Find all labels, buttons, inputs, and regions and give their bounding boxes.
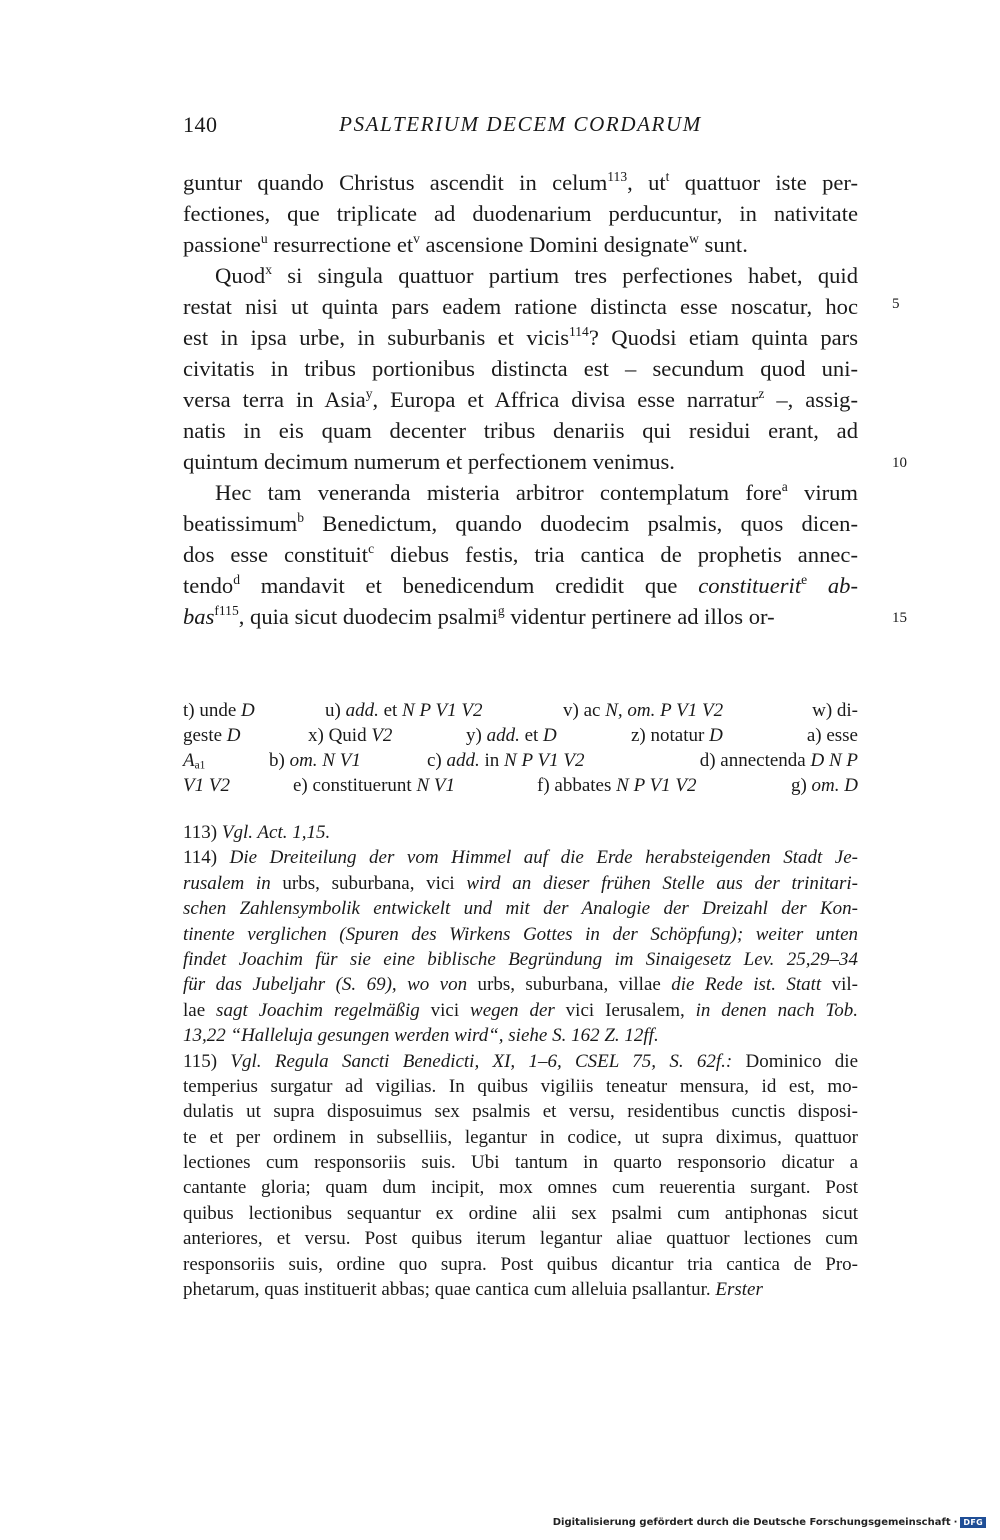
italic-text: wegen der — [470, 999, 555, 1021]
text-run: quibus lectionibus sequantur ex ordine alii sex psalmi cum antiphonas sicut — [183, 1202, 858, 1224]
footnote-line — [183, 998, 858, 1023]
italic-text: N P V1 V2 — [504, 750, 585, 771]
text-line — [183, 167, 858, 198]
text-run: tendo — [183, 573, 234, 598]
italic-text: Die Dreiteilung der vom Himmel auf die Erde herabsteigenden Stadt Je- — [229, 847, 858, 869]
note-marker: 114 — [569, 324, 589, 340]
italic-text: Erster — [715, 1279, 763, 1301]
text-run: f) abbates — [537, 775, 617, 796]
italic-text: add. — [345, 700, 379, 721]
italic-text: D — [709, 725, 723, 746]
text-run: urbs, suburbana, villae — [467, 974, 672, 996]
italic-text: rusalem in — [183, 872, 271, 894]
text-line — [183, 415, 858, 446]
text-run: et — [519, 725, 544, 746]
apparatus-entry — [466, 723, 557, 748]
footnote-line — [183, 972, 858, 997]
text-run — [807, 573, 828, 598]
apparatus-line — [183, 773, 858, 798]
text-run: 114) — [183, 847, 230, 869]
text-run: in — [479, 750, 505, 771]
text-run: natis in eis quam decenter tribus denariis qui residui erant, ad — [183, 418, 858, 443]
text-line — [183, 384, 858, 415]
text-run: est in ipsa urbe, in suburbanis et vicis — [183, 325, 570, 350]
apparatus-entry — [700, 748, 858, 773]
footnote-line — [183, 1023, 858, 1048]
apparatus-entry — [563, 698, 723, 723]
footnote-line — [183, 871, 858, 896]
text-run: dulatis ut supra disposuimus sex psalmis et versu, residentibus cunctis disposi- — [183, 1101, 858, 1123]
apparatus-entry — [183, 698, 255, 723]
text-run: vici Ierusalem, — [554, 999, 696, 1021]
text-line — [183, 291, 858, 322]
text-run: geste — [183, 725, 227, 746]
text-run: z) notatur — [631, 725, 710, 746]
note-marker: x — [265, 262, 272, 278]
text-run: civitatis in tribus portionibus distincta est – secundum quod uni- — [183, 356, 858, 381]
italic-text: N, om. P V1 V2 — [605, 700, 724, 721]
text-run: a) esse — [806, 725, 858, 746]
text-run: Dominico die — [732, 1050, 859, 1072]
text-line — [183, 229, 858, 260]
apparatus-entry — [293, 773, 455, 798]
text-run: b) — [269, 750, 290, 771]
subscript: a1 — [194, 759, 206, 772]
text-run: phetarum, quas instituerit abbas; quae cantica cum alleluia psallantur. — [183, 1279, 716, 1301]
apparatus-line — [183, 723, 858, 748]
italic-text: in denen nach Tob. — [695, 999, 858, 1021]
footnote-line — [183, 820, 858, 845]
apparatus-entry — [183, 748, 205, 773]
footnote-line — [183, 896, 858, 921]
text-run: restat nisi ut quinta pars eadem ratione distincta esse noscatur, hoc — [183, 294, 858, 319]
note-marker: b — [297, 510, 304, 526]
italic-text: constituerit — [698, 573, 802, 598]
digitization-credit — [553, 1514, 986, 1530]
footnotes — [183, 820, 858, 1302]
line-number: 15 — [892, 610, 907, 626]
text-run: quintum decimum numerum et perfectionem venimus. — [183, 449, 675, 474]
note-marker: d — [233, 572, 240, 588]
text-run: y) — [466, 725, 487, 746]
note-marker: a — [781, 479, 788, 495]
italic-text: Vgl. Regula Sancti Benedicti, XI, 1–6, CSEL 75, S. 62f.: — [230, 1050, 733, 1072]
text-line — [183, 353, 858, 384]
text-run: v) ac — [563, 700, 606, 721]
italic-text: V2 — [371, 725, 393, 746]
italic-text: 13,22 “Halleluja gesungen werden wird“, siehe S. 162 Z. 12ff. — [183, 1025, 659, 1047]
apparatus-entry — [807, 723, 858, 748]
italic-text: V1 V2 — [183, 775, 230, 796]
apparatus-entry — [183, 723, 241, 748]
italic-text: om. D — [811, 775, 858, 796]
text-run: Hec tam veneranda misteria arbitror contemplatum fore — [215, 480, 782, 505]
text-line — [183, 260, 858, 291]
note-marker: y — [365, 386, 373, 402]
text-run: resurrectione et — [267, 232, 414, 257]
apparatus-entry — [269, 748, 361, 773]
text-run: si singula quattuor partium tres perfectiones habet, quid — [272, 263, 858, 288]
critical-apparatus — [183, 698, 858, 798]
text-run: mandavit et benedicendum credidit que — [239, 573, 699, 598]
italic-text: om. N V1 — [289, 750, 361, 771]
text-run: x) Quid — [308, 725, 372, 746]
italic-text: D — [543, 725, 557, 746]
italic-text: D — [226, 725, 241, 746]
text-run: sunt. — [698, 232, 748, 257]
footnote-line — [183, 1226, 858, 1251]
text-line — [183, 477, 858, 508]
text-run: d) annectenda — [699, 750, 811, 771]
footnote-line — [183, 947, 858, 972]
text-run: w) di- — [812, 700, 858, 721]
line-number: 5 — [892, 296, 900, 312]
italic-text: sagt Joachim regelmäßig — [216, 999, 420, 1021]
italic-text: die Rede ist. Statt — [671, 974, 822, 996]
italic-text: ab- — [827, 573, 858, 598]
apparatus-entry — [537, 773, 697, 798]
footnote-line — [183, 1277, 858, 1302]
text-run: videntur pertinere ad illos or- — [504, 604, 775, 629]
apparatus-entry — [308, 723, 392, 748]
text-line — [183, 198, 858, 229]
page-number: 140 — [183, 112, 218, 137]
italic-text: bas — [183, 604, 215, 629]
note-marker: v — [413, 231, 420, 247]
text-run: beatissimum — [183, 511, 298, 536]
footnote-line — [183, 1150, 858, 1175]
text-run: cantante gloria; quam dum incipit, mox omnes cum reuerentia surgant. Post — [183, 1177, 858, 1199]
text-line — [183, 508, 858, 539]
text-run: t) unde — [183, 700, 242, 721]
italic-text: Vgl. Act. 1,15. — [221, 822, 331, 843]
apparatus-entry — [325, 698, 482, 723]
note-marker: g — [497, 603, 505, 619]
text-run: guntur quando Christus ascendit in celum — [183, 170, 608, 195]
note-marker: w — [689, 231, 699, 247]
credit-text: Digitalisierung gefördert durch die Deutsche Forschungsgemeinschaft — [552, 1516, 951, 1528]
note-marker: u — [260, 231, 268, 247]
footnote-line — [183, 922, 858, 947]
text-run: passione — [183, 232, 261, 257]
text-run: c) — [427, 750, 447, 771]
text-run: Benedictum, quando duodecim psalmis, quos dicen- — [304, 511, 858, 536]
text-run: Quod — [215, 263, 266, 288]
note-marker: z — [758, 386, 765, 402]
apparatus-entry — [427, 748, 584, 773]
text-run: vici — [419, 999, 471, 1021]
italic-text: N P V1 V2 — [616, 775, 697, 796]
apparatus-line — [183, 698, 858, 723]
italic-text: findet Joachim für sie eine biblische Begründung im Sinaigesetz Lev. 25,29–34 — [183, 948, 858, 970]
text-line — [183, 570, 858, 601]
apparatus-entry — [791, 773, 858, 798]
apparatus-entry — [631, 723, 723, 748]
text-run: et — [378, 700, 403, 721]
text-run: lae — [183, 999, 217, 1021]
footnote-line — [183, 1099, 858, 1124]
note-marker: f115 — [214, 603, 239, 619]
text-run: , quia sicut duodecim psalmi — [238, 604, 498, 629]
apparatus-entry — [183, 773, 230, 798]
note-marker: e — [801, 572, 808, 588]
text-run: g) — [790, 775, 812, 796]
dfg-logo-mark: DFG — [960, 1517, 986, 1528]
text-run: 115) — [183, 1050, 231, 1072]
footnote-line — [183, 845, 858, 870]
footnote-line — [183, 1252, 858, 1277]
text-run: dos esse constituit — [183, 542, 369, 567]
text-line — [183, 322, 858, 353]
text-run: 113) — [183, 822, 222, 843]
line-number: 10 — [892, 455, 907, 471]
italic-text: wird an dieser frühen Stelle aus der trinitari- — [466, 872, 858, 894]
footnote-line — [183, 1201, 858, 1226]
apparatus-entry — [812, 698, 858, 723]
text-run: virum — [787, 480, 858, 505]
page-header — [183, 112, 858, 148]
italic-text: N V1 — [416, 775, 455, 796]
italic-text: add. — [486, 725, 520, 746]
running-title: PSALTERIUM DECEM CORDARUM — [339, 112, 702, 136]
text-run: diebus festis, tria cantica de prophetis annec- — [374, 542, 858, 567]
italic-text: D N P — [810, 750, 858, 771]
footnote-line — [183, 1049, 858, 1074]
text-run: responsoriis suis, ordine quo supra. Post quibus dicantur tria cantica de Pro- — [183, 1253, 858, 1275]
text-run: , ut — [627, 170, 666, 195]
footnote-line — [183, 1125, 858, 1150]
note-marker: c — [368, 541, 375, 557]
italic-text: für das Jubeljahr (S. 69), wo von — [183, 974, 468, 996]
note-marker: t — [665, 169, 670, 185]
text-line — [183, 539, 858, 570]
italic-text: N P V1 V2 — [402, 700, 483, 721]
text-run: versa terra in Asia — [183, 387, 366, 412]
note-marker: 113 — [607, 169, 628, 185]
text-run: fectiones, que triplicate ad duodenarium perducuntur, in nativitate — [183, 201, 858, 226]
italic-text: tinente verglichen (Spuren des Wirkens Gottes in der Schöpfung); weiter unten — [183, 923, 858, 945]
text-run: anteriores, et versu. Post quibus iterum legantur aliae quattuor lectiones cum — [183, 1228, 858, 1250]
text-run: te et per ordinem in subselliis, legantur in codice, ut supra diximus, quattuor — [183, 1126, 858, 1148]
text-run: vil- — [821, 974, 858, 996]
text-run: urbs, suburbana, vici — [270, 872, 467, 894]
text-run: ? Quodsi etiam quinta pars — [588, 325, 858, 350]
text-run: quattuor iste per- — [669, 170, 859, 195]
text-run: e) constituerunt — [293, 775, 417, 796]
main-text — [183, 167, 858, 632]
footnote-line — [183, 1074, 858, 1099]
italic-text: A — [183, 750, 195, 771]
footnote-line — [183, 1175, 858, 1200]
text-run: temperius surgatur ad vigilias. In quibus vigiliis teneatur mensura, id est, mo- — [183, 1075, 858, 1097]
text-run: lectiones cum responsoriis suis. Ubi tantum in quarto responsorio dicatur a — [183, 1152, 858, 1174]
text-line — [183, 601, 858, 632]
italic-text: schen Zahlensymbolik entwickelt und mit der Analogie der Dreizahl der Kon- — [183, 898, 858, 920]
dfg-logo: · — [953, 1516, 958, 1528]
italic-text: D — [241, 700, 255, 721]
text-run: ascensione Domini designate — [419, 232, 690, 257]
text-run: u) — [325, 700, 346, 721]
text-run: , Europa et Affrica divisa esse narratur — [372, 387, 759, 412]
text-line — [183, 446, 858, 477]
text-run: –, assig- — [764, 387, 858, 412]
italic-text: add. — [446, 750, 480, 771]
apparatus-line — [183, 748, 858, 773]
